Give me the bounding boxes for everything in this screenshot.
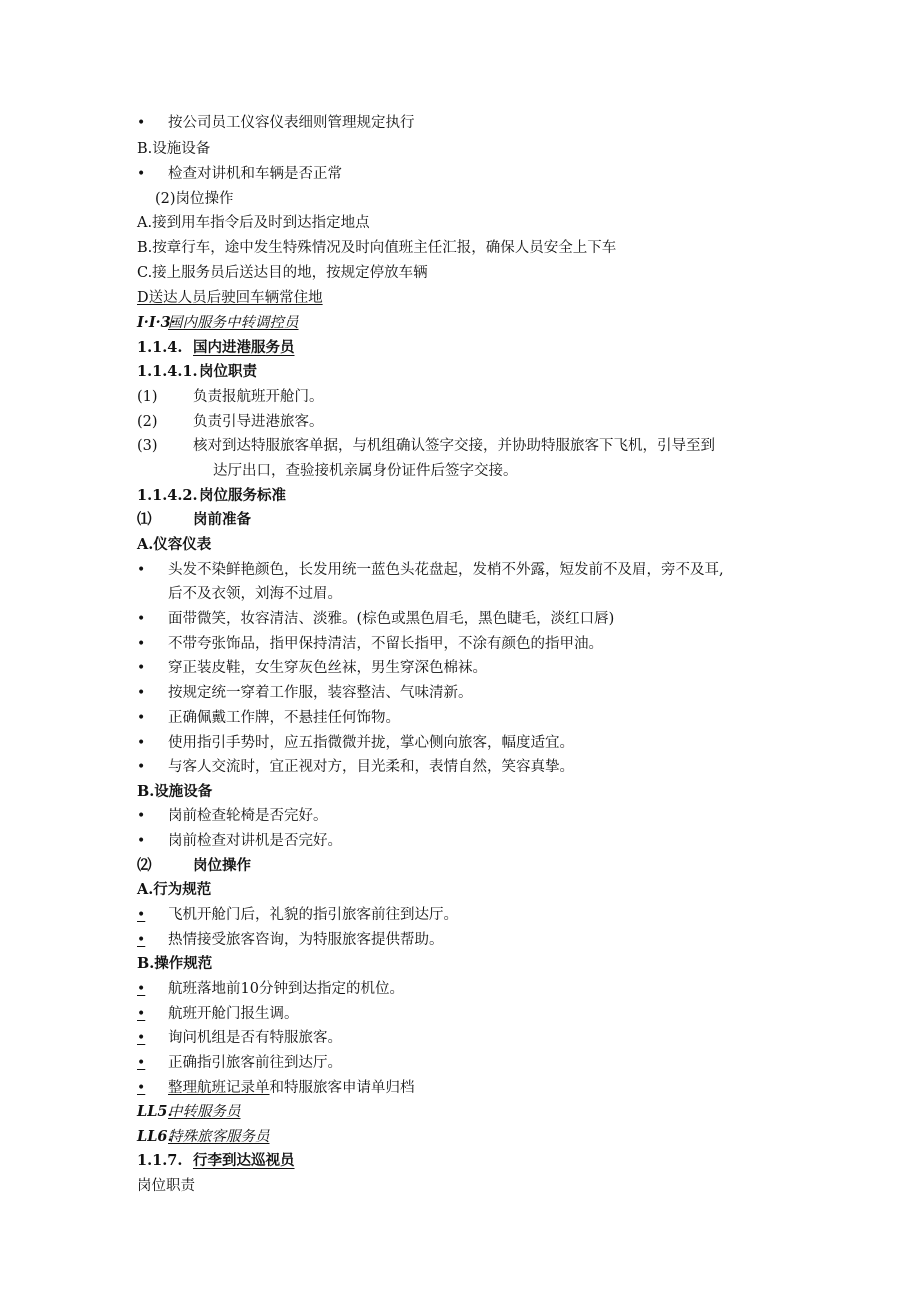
bullet-icon: • (137, 611, 146, 627)
bullet-icon: • (137, 636, 146, 652)
bullet-icon: • (137, 833, 146, 849)
bullet-icon: • (137, 808, 146, 824)
list-item: (3) 核对到达特服旅客单据，与机组确认签字交接，并协助特服旅客下飞机，引导至到 (137, 438, 715, 454)
paragraph: B.按章行车，途中发生特殊情况及时向值班主任汇报，确保人员安全上下车 (137, 240, 617, 256)
bullet-icon: • (137, 115, 146, 131)
section-heading: LL5. 中转服务员 (137, 1103, 241, 1120)
list-item: • 头发不染鲜艳颜色，长发用统一蓝色头花盘起，发梢不外露，短发前不及眉，旁不及耳, (0, 558, 920, 582)
list-item-continuation: 达厅出口，查验接机亲属身份证件后签字交接。 (213, 463, 518, 479)
bullet-icon: • (137, 1080, 146, 1096)
list-item: • 航班开舱门报生调。 (0, 1002, 920, 1026)
subheading: B.设施设备 (137, 783, 213, 800)
list-item: • 按公司员工仪容仪表细则管理规定执行 (0, 111, 920, 135)
bullet-icon: • (137, 1006, 146, 1022)
bullet-icon: • (137, 981, 146, 997)
section-heading: 1.1.4.2. 岗位服务标准 (137, 487, 286, 504)
subheading: B.操作规范 (137, 955, 213, 972)
list-item: • 与客人交流时，宜正视对方，目光柔和，表情自然，笑容真挚。 (0, 755, 920, 779)
bullet-icon: • (137, 735, 146, 751)
section-heading: 1.1.7. 行李到达巡视员 (137, 1152, 295, 1169)
list-item: • 正确佩戴工作牌，不悬挂任何饰物。 (0, 706, 920, 730)
bullet-icon: • (137, 660, 146, 676)
bullet-icon: • (137, 907, 146, 923)
section-heading: 1.1.4.1. 岗位职责 (137, 363, 257, 380)
section-heading: ⑵ 岗位操作 (137, 857, 251, 874)
list-item: • 穿正装皮鞋，女生穿灰色丝袜，男生穿深色棉袜。 (0, 656, 920, 680)
bullet-icon: • (137, 932, 146, 948)
list-item: • 面带微笑，妆容清洁、淡雅。(棕色或黑色眉毛，黑色睫毛，淡红口唇) (0, 607, 920, 631)
bullet-icon: • (137, 1030, 146, 1046)
list-item: • 岗前检查轮椅是否完好。 (0, 804, 920, 828)
list-item: • 使用指引手势时，应五指微微并拢，掌心侧向旅客，幅度适宜。 (0, 731, 920, 755)
paragraph: 岗位职责 (137, 1178, 195, 1194)
list-item: • 整理航班记录单和特服旅客申请单归档 (0, 1076, 920, 1100)
bullet-icon: • (137, 710, 146, 726)
section-heading: ⑴ 岗前准备 (137, 511, 251, 528)
subheading: (2)岗位操作 (155, 191, 234, 207)
section-heading: LL6. 特殊旅客服务员 (137, 1128, 270, 1145)
list-item: • 检查对讲机和车辆是否正常 (0, 162, 920, 186)
list-item: (1) 负责报航班开舱门。 (137, 389, 324, 405)
subheading: A.行为规范 (137, 881, 212, 898)
list-item: • 不带夸张饰品，指甲保持清洁，不留长指甲，不涂有颜色的指甲油。 (0, 632, 920, 656)
bullet-icon: • (137, 1055, 146, 1071)
paragraph: A.接到用车指令后及时到达指定地点 (137, 215, 370, 231)
list-item: • 按规定统一穿着工作服，装容整洁、气味清新。 (0, 681, 920, 705)
bullet-icon: • (137, 759, 146, 775)
subheading: A.仪容仪表 (137, 536, 212, 553)
bullet-icon: • (137, 685, 146, 701)
list-item: • 热情接受旅客咨询，为特服旅客提供帮助。 (0, 928, 920, 952)
list-item: • 飞机开舱门后，礼貌的指引旅客前往到达厅。 (0, 903, 920, 927)
bullet-icon: • (137, 562, 146, 578)
section-heading: 1.1.4. 国内进港服务员 (137, 339, 295, 356)
list-item-continuation: 后不及衣领，刘海不过眉。 (168, 586, 342, 602)
subheading: B.设施设备 (137, 141, 211, 157)
list-item: • 正确指引旅客前往到达厅。 (0, 1051, 920, 1075)
section-heading: I·I·3· 国内服务中转调控员 (137, 314, 299, 331)
list-item: (2) 负责引导进港旅客。 (137, 414, 324, 430)
list-item: • 岗前检查对讲机是否完好。 (0, 829, 920, 853)
bullet-icon: • (137, 166, 146, 182)
list-item: • 询问机组是否有特服旅客。 (0, 1026, 920, 1050)
list-item: • 航班落地前10分钟到达指定的机位。 (0, 977, 920, 1001)
paragraph: C.接上服务员后送达目的地，按规定停放车辆 (137, 265, 428, 281)
paragraph: D送达人员后驶回车辆常住地 (137, 290, 323, 306)
